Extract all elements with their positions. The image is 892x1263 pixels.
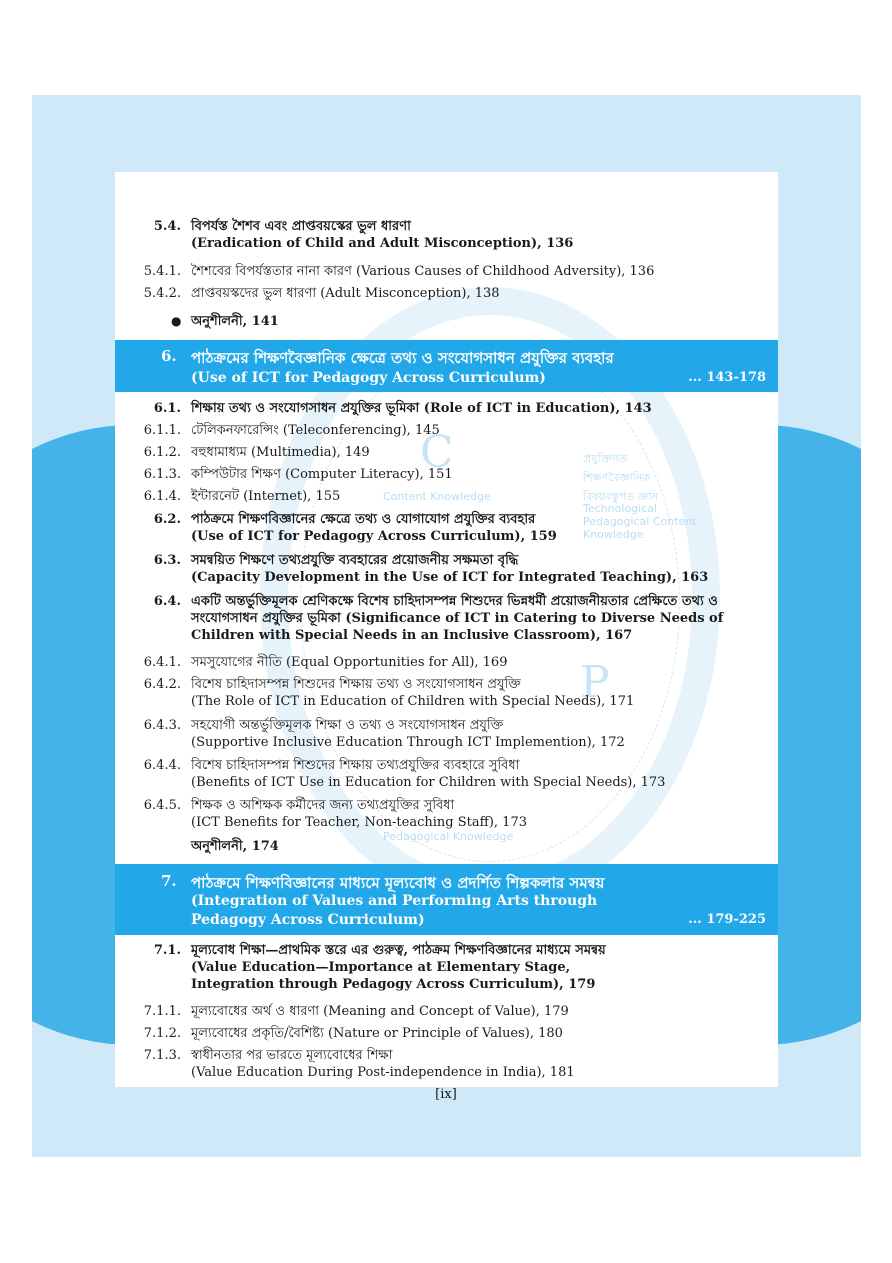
- toc-entry-title-en: (Capacity Development in the Use of ICT for Integrated Teaching), 163: [191, 570, 709, 585]
- toc-entry-title-bn: স্বাধীনতার পর ভারতে মূল্যবোধের শিক্ষা: [191, 1048, 393, 1063]
- toc-entry-number: 6.3.: [153, 553, 181, 568]
- chapter-page-range: ... 143-178: [688, 370, 766, 385]
- toc-entry-title-bn: মূল্যবোধ শিক্ষা—প্রাথমিক স্তরে এর গুরুত্ব, পাঠক্রম শিক্ষণবিজ্ঞানের মাধ্যমে সমন্বয়: [191, 943, 606, 958]
- watermark-letter-p: P: [580, 657, 610, 708]
- toc-entry-title-en: Children with Special Needs in an Inclusive Classroom), 167: [191, 628, 633, 643]
- toc-entry-number: 6.4.5.: [143, 798, 181, 813]
- toc-entry-number: 6.1.3.: [143, 467, 181, 482]
- toc-entry-title-bn: একটি অন্তর্ভুক্তিমূলক শ্রেণিকক্ষে বিশেষ চাহিদাসম্পন্ন শিশুদের ভিন্নধর্মী প্রয়োজনীয়তার প্রেক্ষিতে তথ্য ও: [191, 594, 718, 609]
- toc-entry-title-en: (Eradication of Child and Adult Misconception), 136: [191, 236, 574, 251]
- watermark-label-tpck-bn: প্রযুক্তিগত শিক্ষণবৈজ্ঞানিক বিষয়বস্তুগত জ্ঞান: [583, 452, 659, 503]
- toc-entry-title: শিক্ষায় তথ্য ও সংযোগসাধন প্রযুক্তির ভূমিকা (Role of ICT in Education), 143: [191, 401, 652, 416]
- toc-entry-title-bn: বিপর্যস্ত শৈশব এবং প্রাপ্তবয়স্কের ভুল ধারণা: [191, 219, 411, 234]
- toc-entry-title-bn: বিশেষ চাহিদাসম্পন্ন শিশুদের শিক্ষায় তথ্যপ্রযুক্তির ব্যবহারে সুবিধা: [191, 758, 520, 773]
- toc-entry-title: মূল্যবোধের প্রকৃতি/বৈশিষ্ট্য (Nature or Principle of Values), 180: [191, 1026, 563, 1041]
- toc-entry-title-en: (Supportive Inclusive Education Through ICT Implemention), 172: [191, 735, 625, 750]
- toc-entry-title-en: (Benefits of ICT Use in Education for Children with Special Needs), 173: [191, 775, 666, 790]
- toc-entry-title-bn: সহযোগী অন্তর্ভুক্তিমূলক শিক্ষা ও তথ্য ও সংযোগসাধন প্রযুক্তি: [191, 718, 504, 733]
- toc-entry-title-en: (The Role of ICT in Education of Children with Special Needs), 171: [191, 694, 635, 709]
- toc-entry-title-en-line-2: Integration through Pedagogy Across Curriculum), 179: [191, 977, 596, 992]
- chapter-7-header[interactable]: [115, 864, 778, 935]
- chapter-title-en-line-2: Pedagogy Across Curriculum): [191, 912, 425, 928]
- watermark-letter-c: C: [420, 427, 454, 478]
- toc-entry-title: শৈশবের বিপর্যস্ততার নানা কারণ (Various Causes of Childhood Adversity), 136: [191, 264, 655, 279]
- toc-entry-number: 7.1.1.: [143, 1004, 181, 1019]
- contents-panel: [115, 172, 778, 1087]
- page-number: [ix]: [435, 1087, 457, 1102]
- watermark-label-pedagogical: Pedagogical Knowledge: [383, 830, 514, 843]
- chapter-page-range: ... 179-225: [688, 912, 766, 927]
- watermark-label-content: Content Knowledge: [383, 490, 491, 503]
- toc-entry-number: 6.4.1.: [143, 655, 181, 670]
- toc-entry-title: বহুধামাধ্যম (Multimedia), 149: [191, 445, 370, 460]
- chapter-title-bn: পাঠক্রমে শিক্ষণবিজ্ঞানের মাধ্যমে মূল্যবোধ ও প্রদর্শিত শিল্পকলার সমন্বয়: [191, 874, 605, 892]
- toc-entry-title: কম্পিউটার শিক্ষণ (Computer Literacy), 151: [191, 467, 453, 482]
- toc-entry-title-en: (Value Education During Post-independence in India), 181: [191, 1065, 575, 1080]
- toc-entry-title: ইন্টারনেট (Internet), 155: [191, 489, 341, 504]
- toc-entry-title: মূল্যবোধের অর্থ ও ধারণা (Meaning and Concept of Value), 179: [191, 1004, 569, 1019]
- toc-entry-title-bn: বিশেষ চাহিদাসম্পন্ন শিশুদের শিক্ষায় তথ্য ও সংযোগসাধন প্রযুক্তি: [191, 677, 521, 692]
- toc-entry-title-en-line-1: (Value Education—Importance at Elementary Stage,: [191, 960, 571, 975]
- toc-entry-number: 7.1.: [153, 943, 181, 958]
- toc-entry-title-mixed: সংযোগসাধন প্রযুক্তির ভূমিকা (Significance of ICT in Catering to Diverse Needs of: [191, 611, 724, 626]
- chapter-title-en-line-1: (Integration of Values and Performing Arts through: [191, 893, 598, 909]
- toc-entry-title: প্রাপ্তবয়স্কদের ভুল ধারণা (Adult Misconception), 138: [191, 286, 500, 301]
- toc-entry-number: 5.4.: [153, 219, 181, 234]
- toc-entry-5-4[interactable]: [115, 218, 778, 254]
- toc-entry-number: 6.4.4.: [143, 758, 181, 773]
- chapter-number: 6.: [161, 347, 177, 365]
- toc-entry-number: 5.4.1.: [143, 264, 181, 279]
- toc-entry-title: অনুশীলনী, 174: [191, 839, 279, 854]
- toc-entry-number: 7.1.3.: [143, 1048, 181, 1063]
- watermark-label-tpck-en: Technological Pedagogical Content Knowledge: [583, 502, 697, 541]
- toc-entry-title-bn: পাঠক্রমে শিক্ষণবিজ্ঞানের ক্ষেত্রে তথ্য ও যোগাযোগ প্রযুক্তির ব্যবহার: [191, 512, 536, 527]
- toc-entry-number: 6.4.: [153, 594, 181, 609]
- chapter-title-en: (Use of ICT for Pedagogy Across Curriculum): [191, 370, 546, 386]
- toc-entry-number: 7.1.2.: [143, 1026, 181, 1041]
- toc-entry-number: 5.4.2.: [143, 286, 181, 301]
- toc-entry-number: 6.4.2.: [143, 677, 181, 692]
- toc-entry-number: 6.1.2.: [143, 445, 181, 460]
- chapter-title-bn: পাঠক্রমের শিক্ষণবৈজ্ঞানিক ক্ষেত্রে তথ্য ও সংযোগসাধন প্রযুক্তির ব্যবহার: [191, 349, 614, 367]
- toc-entry-number: 6.1.4.: [143, 489, 181, 504]
- chapter-number: 7.: [161, 872, 177, 890]
- toc-entry-number: 6.1.1.: [143, 423, 181, 438]
- toc-entry-title-bn: সমন্বয়িত শিক্ষণে তথ্যপ্রযুক্তি ব্যবহারের প্রয়োজনীয় সক্ষমতা বৃদ্ধি: [191, 553, 519, 568]
- toc-entry-title: সমসুযোগের নীতি (Equal Opportunities for All), 169: [191, 655, 508, 670]
- bullet-icon: ●: [171, 314, 182, 328]
- toc-entry-title-bn: শিক্ষক ও অশিক্ষক কর্মীদের জন্য তথ্যপ্রযুক্তির সুবিধা: [191, 798, 455, 813]
- chapter-6-header[interactable]: [115, 340, 778, 392]
- toc-entry-number: 6.4.3.: [143, 718, 181, 733]
- toc-entry-title: টেলিকনফারেন্সিং (Teleconferencing), 145: [191, 423, 440, 438]
- toc-entry-title-en: (Use of ICT for Pedagogy Across Curriculum), 159: [191, 529, 557, 544]
- toc-entry-number: 6.2.: [153, 512, 181, 527]
- toc-entry-number: 6.1.: [153, 401, 181, 416]
- toc-entry-title: অনুশীলনী, 141: [191, 314, 279, 329]
- toc-entry-title-en: (ICT Benefits for Teacher, Non-teaching Staff), 173: [191, 815, 527, 830]
